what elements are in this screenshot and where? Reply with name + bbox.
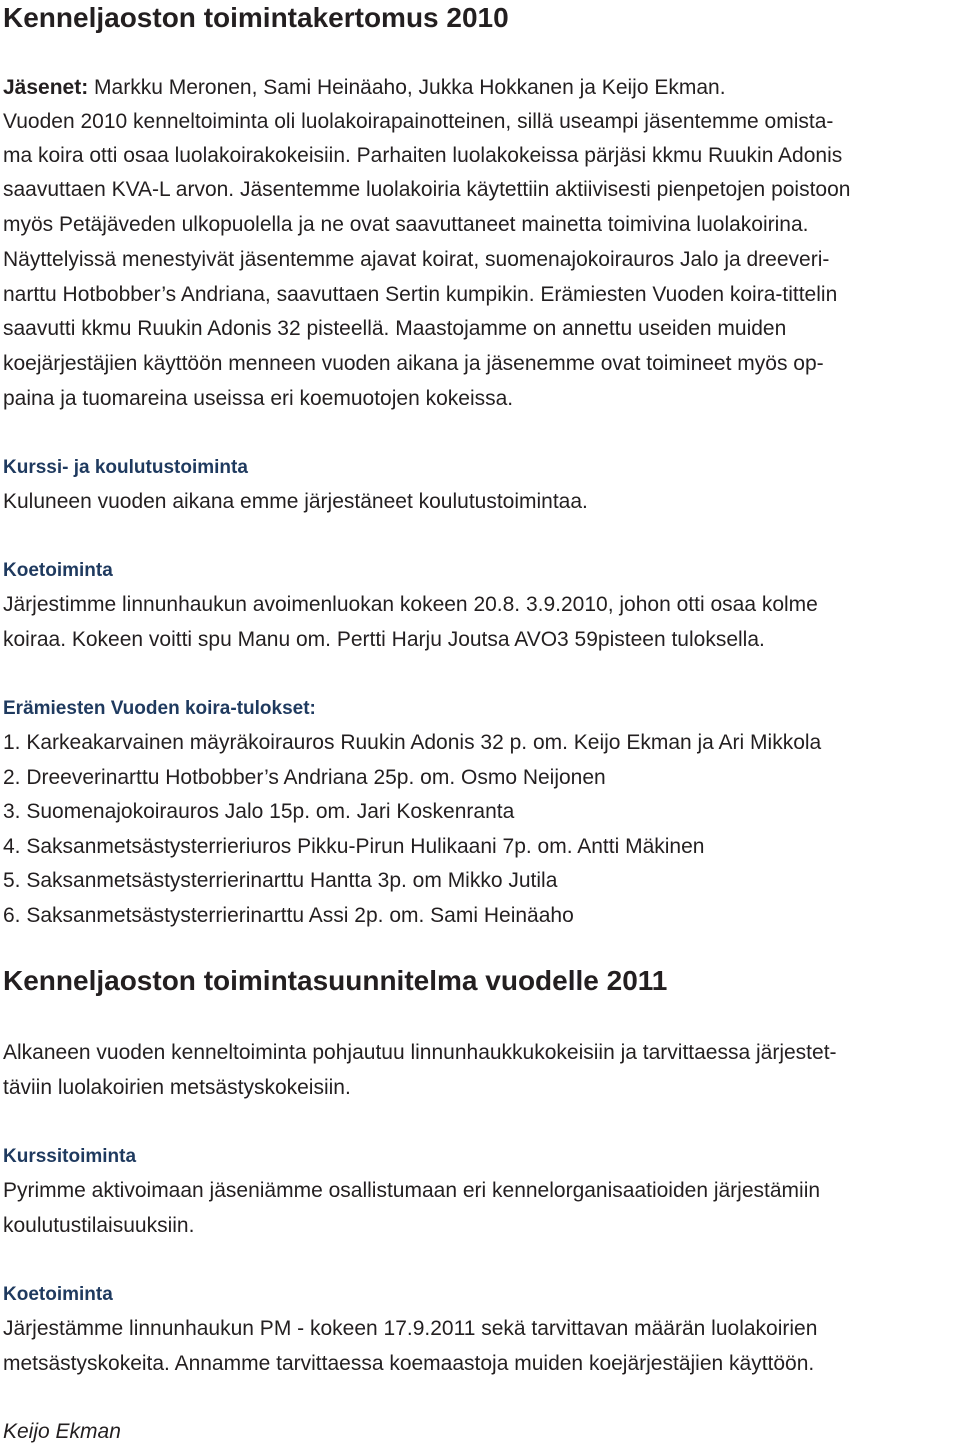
course-text: Kuluneen vuoden aikana emme järjestäneet koulutustoimintaa. xyxy=(3,490,588,513)
intro-line: Näyttelyissä menestyivät jäsentemme ajavat koirat, suomenajokoirauros Jalo ja dreeveri- xyxy=(3,248,830,271)
intro-line: saavutti kkmu Ruukin Adonis 32 pisteellä. Maastojamme on annettu useiden muiden xyxy=(3,317,787,340)
test-heading: Koetoiminta xyxy=(3,560,113,581)
plan-test-line: Järjestämme linnunhaukun PM - kokeen 17.9.2011 sekä tarvittavan määrän luolakoirien xyxy=(3,1317,818,1340)
results-heading: Erämiesten Vuoden koira-tulokset: xyxy=(3,698,316,719)
result-item: 1. Karkeakarvainen mäyräkoirauros Ruukin Adonis 32 p. om. Keijo Ekman ja Ari Mikkola xyxy=(3,731,822,754)
result-item: 6. Saksanmetsästysterrierinarttu Assi 2p. om. Sami Heinäaho xyxy=(3,904,574,927)
members-text: Markku Meronen, Sami Heinäaho, Jukka Hokkanen ja Keijo Ekman. xyxy=(88,76,726,99)
members-line xyxy=(3,76,726,100)
plan-intro-line: täviin luolakoirien metsästyskokeisiin. xyxy=(3,1076,351,1099)
plan-test-line: metsästyskokeita. Annamme tarvittaessa koemaastoja muiden koejärjestäjien käyttöön. xyxy=(3,1352,815,1375)
result-item: 2. Dreeverinarttu Hotbobber’s Andriana 25p. om. Osmo Neijonen xyxy=(3,766,606,789)
result-item: 4. Saksanmetsästysterrieriuros Pikku-Pirun Hulikaani 7p. om. Antti Mäkinen xyxy=(3,835,705,858)
plan-title: Kenneljaoston toimintasuunnitelma vuodelle 2011 xyxy=(3,965,668,996)
plan-course-heading: Kurssitoiminta xyxy=(3,1146,137,1167)
intro-line: koejärjestäjien käyttöön menneen vuoden aikana ja jäsenemme ovat toimineet myös op- xyxy=(3,352,824,375)
intro-line: ma koira otti osaa luolakoirakokeisiin. Parhaiten luolakokeissa pärjäsi kkmu Ruukin Adonis xyxy=(3,144,843,167)
plan-intro-line: Alkaneen vuoden kenneltoiminta pohjautuu linnunhaukkukokeisiin ja tarvittaessa järjestet- xyxy=(3,1041,837,1064)
intro-line: myös Petäjäveden ulkopuolella ja ne ovat saavuttaneet mainetta toimivina luolakoirina. xyxy=(3,213,809,236)
intro-line: paina ja tuomareina useissa eri koemuotojen kokeissa. xyxy=(3,387,514,410)
plan-course-line: koulutustilaisuuksiin. xyxy=(3,1214,195,1237)
course-heading: Kurssi- ja koulutustoiminta xyxy=(3,457,248,478)
intro-line: Vuoden 2010 kenneltoiminta oli luolakoirapainotteinen, sillä useampi jäsentemme omista- xyxy=(3,110,834,133)
test-line: Järjestimme linnunhaukun avoimenluokan kokeen 20.8. 3.9.2010, johon otti osaa kolme xyxy=(3,593,818,616)
plan-test-heading: Koetoiminta xyxy=(3,1284,113,1305)
test-line: koiraa. Kokeen voitti spu Manu om. Pertti Harju Joutsa AVO3 59pisteen tuloksella. xyxy=(3,628,765,651)
report-title: Kenneljaoston toimintakertomus 2010 xyxy=(3,2,509,33)
intro-line: saavuttaen KVA-L arvon. Jäsentemme luolakoiria käytettiin aktiivisesti pienpetojen poistoon xyxy=(3,178,851,201)
members-label: Jäsenet: xyxy=(3,76,89,99)
result-item: 3. Suomenajokoirauros Jalo 15p. om. Jari Koskenranta xyxy=(3,800,515,823)
result-item: 5. Saksanmetsästysterrierinarttu Hantta 3p. om Mikko Jutila xyxy=(3,869,558,892)
signature: Keijo Ekman xyxy=(3,1420,121,1443)
plan-course-line: Pyrimme aktivoimaan jäseniämme osallistumaan eri kennelorganisaatioiden järjestämiin xyxy=(3,1179,821,1202)
intro-line: narttu Hotbobber’s Andriana, saavuttaen Sertin kumpikin. Erämiesten Vuoden koira-tittelin xyxy=(3,283,838,306)
